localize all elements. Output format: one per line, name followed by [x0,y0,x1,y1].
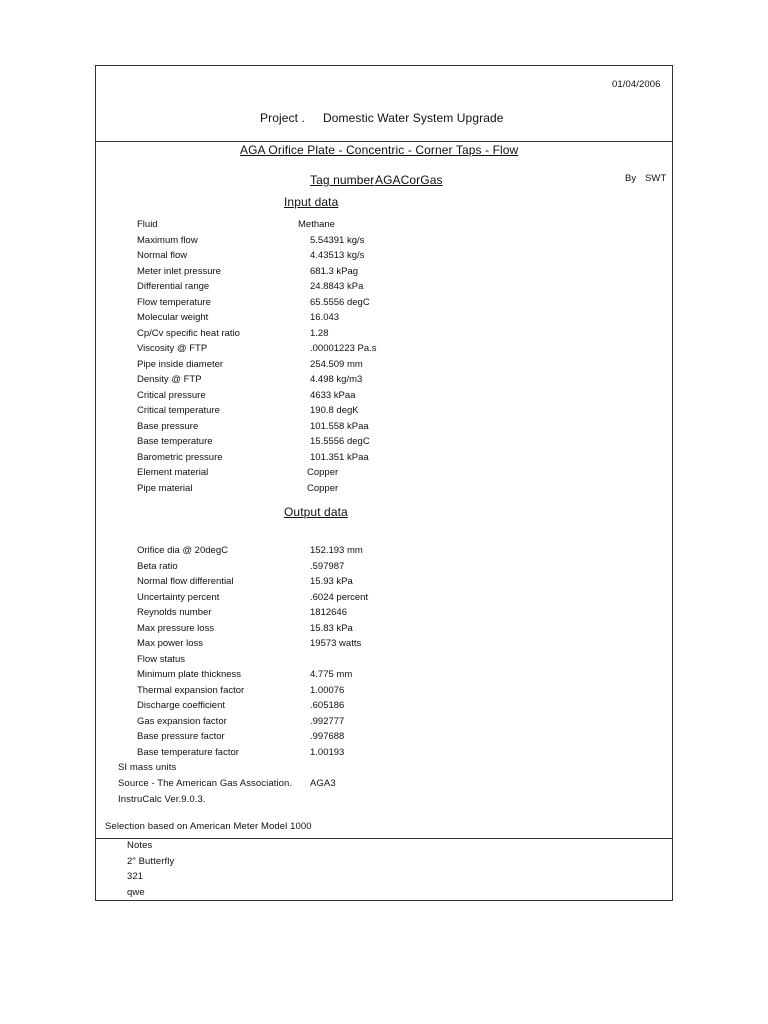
input-heading: Input data [284,195,339,209]
data-row [0,561,768,576]
row-label: Minimum plate thickness [137,669,242,680]
row-value: 101.558 kPaa [310,420,369,432]
data-row [0,405,768,420]
notes-line: qwe [127,887,145,898]
row-value: 1.00076 [310,684,345,696]
by-label: By [625,173,637,184]
row-value: 254.509 mm [310,358,363,370]
data-row [0,592,768,607]
notes-line: 2" Butterfly [127,856,175,867]
data-row [0,343,768,358]
row-value: 19573 watts [310,638,362,649]
data-row [0,467,768,482]
header-divider [95,141,673,142]
data-row [0,390,768,405]
notes-line: 321 [127,871,144,882]
row-label: Differential range [137,281,210,292]
row-label: Base pressure [137,420,199,432]
data-row [0,716,768,731]
row-value: 190.8 degK [310,405,359,416]
row-label: Max power loss [137,638,203,649]
row-label: Reynolds number [137,607,212,618]
data-row [0,669,768,684]
row-label: Discharge coefficient [137,700,226,711]
row-value: Methane [298,219,335,230]
row-label: Max pressure loss [137,622,215,634]
row-value: .597987 [310,560,345,572]
row-value: 15.5556 degC [310,436,370,447]
row-label: Flow status [137,653,186,665]
row-label: Base pressure factor [137,731,225,742]
row-label: Density @ FTP [137,374,202,385]
row-label: Orifice dia @ 20degC [137,545,228,556]
data-row [0,452,768,467]
row-label: Maximum flow [137,234,198,246]
project-name: Domestic Water System Upgrade [323,111,504,125]
row-value: 4.498 kg/m3 [310,374,363,385]
version-note: InstruCalc Ver.9.0.3. [118,794,206,805]
row-label: Element material [137,467,209,478]
data-row [0,623,768,638]
data-row [0,436,768,451]
row-value: 65.5556 degC [310,296,370,308]
data-row [0,576,768,591]
data-row [0,250,768,265]
row-value: 1812646 [310,607,347,618]
row-value: 152.193 mm [310,545,363,556]
row-label: Viscosity @ FTP [137,343,208,354]
row-label: Meter inlet pressure [137,265,221,277]
row-label: Fluid [137,219,158,230]
row-label: Flow temperature [137,296,211,308]
row-value: 15.93 kPa [310,576,353,587]
data-row [0,328,768,343]
row-value: 16.043 [310,312,340,323]
row-value: Copper [307,482,339,494]
row-value: 4.43513 kg/s [310,250,365,261]
row-label: Barometric pressure [137,451,223,463]
row-value: .6024 percent [310,591,369,603]
row-label: Pipe inside diameter [137,358,224,370]
row-label: Gas expansion factor [137,715,227,727]
row-value: 24.8843 kPa [310,281,364,292]
row-value: 681.3 kPag [310,265,359,277]
data-row [0,297,768,312]
row-label: Thermal expansion factor [137,684,245,696]
data-row [0,421,768,436]
units-note: SI mass units [118,762,177,773]
data-row [0,266,768,281]
data-row [0,359,768,374]
data-row [0,747,768,762]
row-label: Critical pressure [137,389,206,401]
row-label: Normal flow differential [137,576,234,587]
by-value: SWT [645,173,667,184]
row-label: Normal flow [137,250,188,261]
date: 01/04/2006 [612,79,661,90]
row-value: 5.54391 kg/s [310,234,365,246]
data-row [0,219,768,234]
row-label: Pipe material [137,482,193,494]
data-row [0,281,768,296]
output-heading: Output data [284,505,348,519]
row-label: Beta ratio [137,560,178,572]
row-value: .00001223 Pa.s [310,343,377,354]
data-row [0,700,768,715]
row-value: 15.83 kPa [310,622,353,634]
row-value: 1.28 [310,327,329,339]
data-row [0,374,768,389]
row-value: 4.775 mm [310,669,353,680]
row-label: Molecular weight [137,312,209,323]
row-value: 1.00193 [310,746,345,758]
row-value: Copper [307,467,339,478]
sheet-title: AGA Orifice Plate - Concentric - Corner Taps - Flow [240,143,519,157]
row-value: 4633 kPaa [310,389,356,401]
data-row [0,235,768,250]
row-value: .992777 [310,715,345,727]
data-row [0,731,768,746]
tag-value: AGACorGas [375,173,443,187]
notes-heading: Notes [127,840,153,851]
data-row [0,483,768,498]
row-value: 101.351 kPaa [310,451,369,463]
selection-note: Selection based on American Meter Model 1000 [105,821,312,832]
row-label: Base temperature factor [137,746,239,758]
tag-label: Tag number [310,173,375,187]
row-value: .997688 [310,731,345,742]
source-value: AGA3 [310,778,336,789]
row-label: Cp/Cv specific heat ratio [137,327,240,339]
source-label: Source - The American Gas Association. [118,778,293,789]
data-row [0,312,768,327]
row-label: Uncertainty percent [137,591,220,603]
data-row [0,607,768,622]
data-row [0,685,768,700]
data-row [0,654,768,669]
data-row [0,545,768,560]
notes-divider [95,838,673,839]
data-row [0,638,768,653]
row-label: Critical temperature [137,405,220,416]
row-value: .605186 [310,700,345,711]
project-label: Project . [260,111,305,125]
row-label: Base temperature [137,436,213,447]
